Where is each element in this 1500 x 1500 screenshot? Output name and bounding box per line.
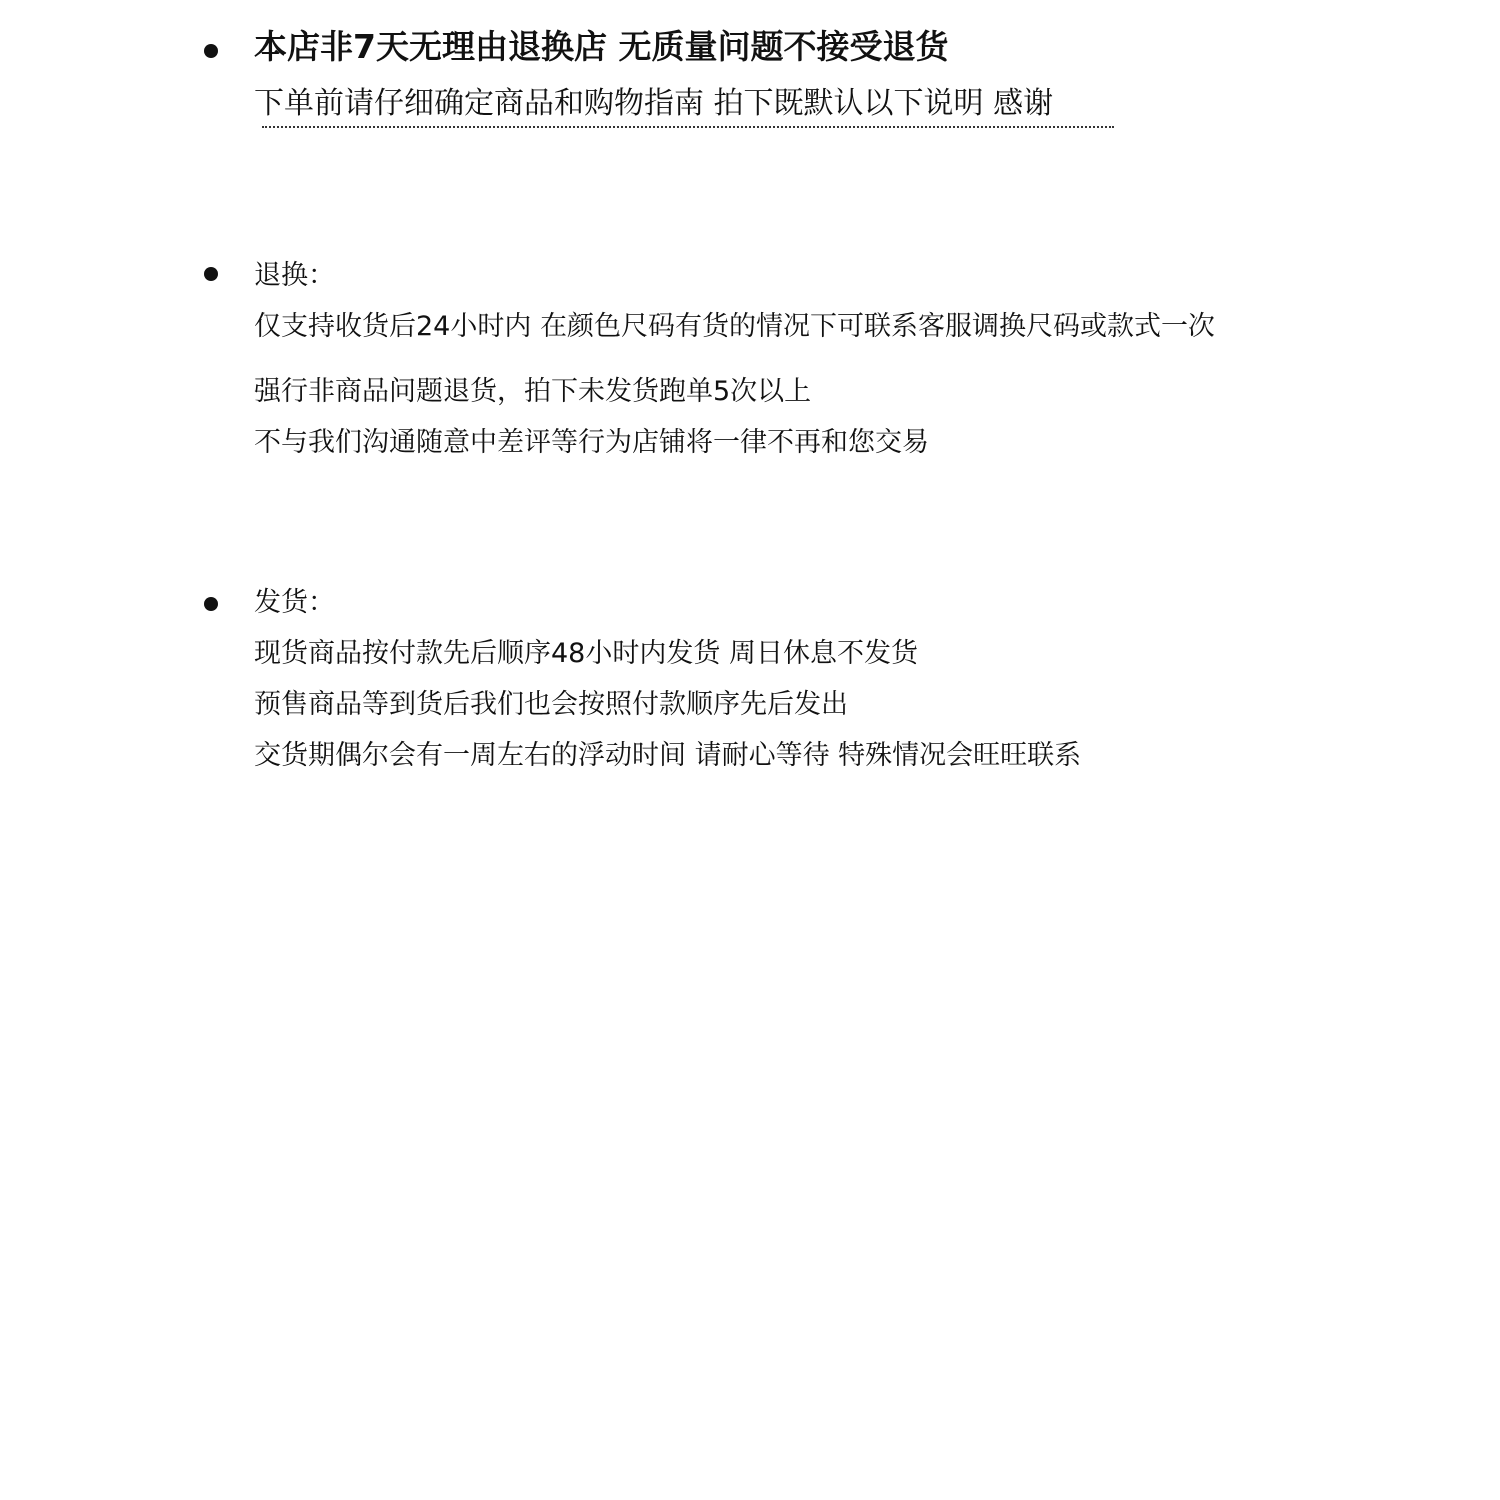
shipping-bullet (204, 597, 218, 611)
notice-title: 本店非7天无理由退换店 无质量问题不接受退货 (254, 27, 949, 66)
shipping-line-1: 现货商品按付款先后顺序48小时内发货 周日休息不发货 (254, 638, 918, 669)
returns-heading: 退换： (254, 260, 335, 291)
shipping-line-2: 预售商品等到货后我们也会按照付款顺序先后发出 (254, 689, 848, 720)
returns-line-3: 不与我们沟通随意中差评等行为店铺将一律不再和您交易 (254, 427, 929, 458)
returns-line-2: 强行非商品问题退货，拍下未发货跑单5次以上 (254, 376, 812, 407)
notice-bullet (204, 44, 218, 58)
shipping-heading: 发货： (254, 587, 335, 618)
notice-dotted-underline (262, 126, 1114, 128)
returns-bullet (204, 267, 218, 281)
notice-subtitle: 下单前请仔细确定商品和购物指南 拍下既默认以下说明 感谢 (254, 86, 1054, 121)
shipping-line-3: 交货期偶尔会有一周左右的浮动时间 请耐心等待 特殊情况会旺旺联系 (254, 740, 1082, 771)
returns-line-1: 仅支持收货后24小时内 在颜色尺码有货的情况下可联系客服调换尺码或款式一次 (254, 311, 1215, 342)
